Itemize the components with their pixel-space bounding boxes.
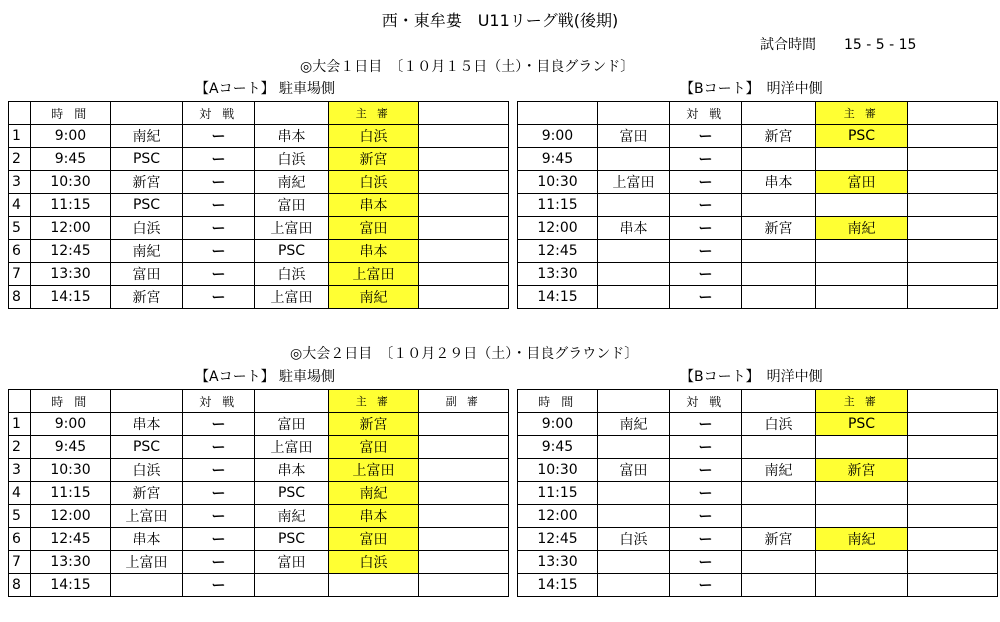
referee: 南紀 xyxy=(329,482,419,505)
extra-cell xyxy=(908,125,998,148)
no-header xyxy=(9,102,31,125)
referee: 富田 xyxy=(816,171,908,194)
away-team: 富田 xyxy=(255,551,329,574)
referee-header: 主 審 xyxy=(816,102,908,125)
match-time: 12:00 xyxy=(518,505,598,528)
referee: PSC xyxy=(816,413,908,436)
home-team: PSC xyxy=(111,194,183,217)
match-number: 6 xyxy=(9,528,31,551)
extra-cell xyxy=(908,148,998,171)
match-number: 4 xyxy=(9,482,31,505)
extra-cell xyxy=(908,505,998,528)
match-time: 12:00 xyxy=(31,217,111,240)
match-time: 14:15 xyxy=(31,574,111,597)
table-row xyxy=(518,286,998,309)
home-team xyxy=(598,148,670,171)
home-team xyxy=(598,551,670,574)
referee: 新宮 xyxy=(329,148,419,171)
home-header xyxy=(598,102,670,125)
home-team: 富田 xyxy=(111,263,183,286)
match-time: 11:15 xyxy=(518,194,598,217)
referee: 串本 xyxy=(329,240,419,263)
home-team: 白浜 xyxy=(111,217,183,240)
referee xyxy=(816,240,908,263)
court-a-title: 【Aコート】 駐車場側 xyxy=(195,369,336,385)
match-time: 9:45 xyxy=(518,436,598,459)
vs-dash: ー xyxy=(183,125,255,148)
table-row xyxy=(518,482,998,505)
vs-header: 対 戦 xyxy=(670,102,742,125)
home-team: 白浜 xyxy=(111,459,183,482)
match-time: 9:45 xyxy=(31,436,111,459)
sub-referee xyxy=(419,459,509,482)
match-time: 9:45 xyxy=(518,148,598,171)
home-team: 南紀 xyxy=(598,413,670,436)
extra-cell xyxy=(908,171,998,194)
away-team xyxy=(742,240,816,263)
referee: 南紀 xyxy=(816,217,908,240)
vs-dash: ー xyxy=(183,528,255,551)
home-team: 串本 xyxy=(598,217,670,240)
section-heading: ◎大会２日目 〔１０月２９日（土）・目良グラウンド〕 xyxy=(290,346,639,362)
sub-referee-header xyxy=(419,102,509,125)
court-b-table xyxy=(517,101,998,309)
table-row xyxy=(518,148,998,171)
referee xyxy=(816,148,908,171)
vs-dash: ー xyxy=(670,459,742,482)
away-team: 新宮 xyxy=(742,217,816,240)
referee: 白浜 xyxy=(329,125,419,148)
header-row xyxy=(518,390,998,413)
away-header xyxy=(742,390,816,413)
sub-referee xyxy=(419,413,509,436)
match-time: 14:15 xyxy=(31,286,111,309)
vs-dash: ー xyxy=(670,436,742,459)
referee: 南紀 xyxy=(329,286,419,309)
sub-referee xyxy=(419,528,509,551)
vs-dash: ー xyxy=(183,286,255,309)
home-team xyxy=(598,505,670,528)
court-b-table xyxy=(517,389,998,597)
vs-dash: ー xyxy=(183,263,255,286)
referee: 串本 xyxy=(329,194,419,217)
vs-header: 対 戦 xyxy=(670,390,742,413)
away-header xyxy=(255,102,329,125)
vs-dash: ー xyxy=(183,505,255,528)
away-team xyxy=(255,574,329,597)
match-number: 3 xyxy=(9,171,31,194)
match-time: 9:45 xyxy=(31,148,111,171)
extra-cell xyxy=(908,240,998,263)
away-team xyxy=(742,286,816,309)
match-time: 10:30 xyxy=(31,171,111,194)
match-time: 9:00 xyxy=(31,125,111,148)
match-time: 13:30 xyxy=(31,551,111,574)
court-b-title: 【Bコート】 明洋中側 xyxy=(680,81,823,97)
sub-referee xyxy=(419,436,509,459)
home-team: 富田 xyxy=(598,125,670,148)
home-team: PSC xyxy=(111,148,183,171)
match-time: 13:30 xyxy=(518,551,598,574)
sub-referee xyxy=(419,148,509,171)
table-row xyxy=(518,436,998,459)
sub-referee xyxy=(419,125,509,148)
referee: 富田 xyxy=(329,436,419,459)
table-row xyxy=(518,574,998,597)
home-team: 上富田 xyxy=(598,171,670,194)
vs-dash: ー xyxy=(183,171,255,194)
extra-cell xyxy=(908,574,998,597)
match-number: 3 xyxy=(9,459,31,482)
sub-referee xyxy=(419,217,509,240)
extra-cell xyxy=(908,263,998,286)
match-time: 11:15 xyxy=(518,482,598,505)
away-team: 串本 xyxy=(255,125,329,148)
court-a-table xyxy=(8,101,509,309)
court-a-table xyxy=(8,389,509,597)
away-team xyxy=(742,263,816,286)
table-row xyxy=(9,148,509,171)
referee-header: 主 審 xyxy=(329,390,419,413)
extra-cell xyxy=(908,286,998,309)
sub-referee xyxy=(419,574,509,597)
table-row xyxy=(9,436,509,459)
away-team: 上富田 xyxy=(255,217,329,240)
court-b-title: 【Bコート】 明洋中側 xyxy=(680,369,823,385)
referee xyxy=(329,574,419,597)
home-header xyxy=(598,390,670,413)
table-row xyxy=(9,217,509,240)
vs-dash: ー xyxy=(183,148,255,171)
away-team xyxy=(742,148,816,171)
vs-dash: ー xyxy=(183,194,255,217)
home-team: 串本 xyxy=(111,413,183,436)
match-time-label: 試合時間 xyxy=(760,37,816,53)
extra-cell xyxy=(908,528,998,551)
referee: 富田 xyxy=(329,217,419,240)
away-header xyxy=(742,102,816,125)
table-row xyxy=(9,505,509,528)
away-team xyxy=(742,551,816,574)
away-team: 串本 xyxy=(255,459,329,482)
extra-cell xyxy=(908,413,998,436)
home-team xyxy=(111,574,183,597)
away-team: 白浜 xyxy=(255,263,329,286)
sub-referee xyxy=(419,194,509,217)
match-time: 10:30 xyxy=(518,459,598,482)
away-team: PSC xyxy=(255,240,329,263)
sub-referee xyxy=(419,482,509,505)
vs-dash: ー xyxy=(670,194,742,217)
away-team: 上富田 xyxy=(255,436,329,459)
referee: 白浜 xyxy=(329,551,419,574)
vs-dash: ー xyxy=(183,459,255,482)
referee: 南紀 xyxy=(816,528,908,551)
away-team: 南紀 xyxy=(742,459,816,482)
page-title: 西・東牟婁 U11リーグ戦(後期) xyxy=(381,11,619,30)
referee: 白浜 xyxy=(329,171,419,194)
match-time: 10:30 xyxy=(31,459,111,482)
away-team: 南紀 xyxy=(255,171,329,194)
vs-dash: ー xyxy=(183,482,255,505)
vs-dash: ー xyxy=(670,217,742,240)
table-row xyxy=(518,459,998,482)
vs-header: 対 戦 xyxy=(183,390,255,413)
referee xyxy=(816,551,908,574)
match-time: 12:45 xyxy=(518,240,598,263)
table-row xyxy=(9,240,509,263)
sub-referee xyxy=(419,263,509,286)
match-number: 1 xyxy=(9,125,31,148)
home-team xyxy=(598,574,670,597)
vs-dash: ー xyxy=(670,482,742,505)
table-row xyxy=(518,171,998,194)
away-team: PSC xyxy=(255,528,329,551)
away-team xyxy=(742,482,816,505)
match-number: 8 xyxy=(9,286,31,309)
referee: 新宮 xyxy=(816,459,908,482)
match-time: 12:45 xyxy=(31,240,111,263)
away-team: 上富田 xyxy=(255,286,329,309)
vs-dash: ー xyxy=(183,551,255,574)
referee xyxy=(816,436,908,459)
header-row xyxy=(518,102,998,125)
referee-header: 主 審 xyxy=(329,102,419,125)
home-team: 南紀 xyxy=(111,125,183,148)
referee xyxy=(816,482,908,505)
time-header: 時 間 xyxy=(31,102,111,125)
vs-dash: ー xyxy=(670,263,742,286)
referee: 新宮 xyxy=(329,413,419,436)
table-row xyxy=(9,482,509,505)
match-time: 12:45 xyxy=(518,528,598,551)
vs-header: 対 戦 xyxy=(183,102,255,125)
table-row xyxy=(518,194,998,217)
match-time: 13:30 xyxy=(518,263,598,286)
away-team: 白浜 xyxy=(742,413,816,436)
home-team: 上富田 xyxy=(111,551,183,574)
away-header xyxy=(255,390,329,413)
match-time: 12:45 xyxy=(31,528,111,551)
vs-dash: ー xyxy=(183,574,255,597)
home-header xyxy=(111,390,183,413)
table-row xyxy=(518,551,998,574)
vs-dash: ー xyxy=(670,125,742,148)
referee: 上富田 xyxy=(329,459,419,482)
home-team xyxy=(598,286,670,309)
sub-referee xyxy=(419,240,509,263)
table-row xyxy=(9,286,509,309)
table-row xyxy=(518,505,998,528)
match-number: 1 xyxy=(9,413,31,436)
home-team xyxy=(598,436,670,459)
referee: 上富田 xyxy=(329,263,419,286)
extra-cell xyxy=(908,217,998,240)
match-time-info xyxy=(760,34,916,54)
referee: PSC xyxy=(816,125,908,148)
header-row xyxy=(9,102,509,125)
home-team: 白浜 xyxy=(598,528,670,551)
match-time: 11:15 xyxy=(31,482,111,505)
referee xyxy=(816,574,908,597)
away-team xyxy=(742,436,816,459)
home-team: 串本 xyxy=(111,528,183,551)
match-number: 5 xyxy=(9,505,31,528)
table-row xyxy=(518,240,998,263)
vs-dash: ー xyxy=(183,436,255,459)
vs-dash: ー xyxy=(670,528,742,551)
away-team: 白浜 xyxy=(255,148,329,171)
time-header xyxy=(518,102,598,125)
match-time: 12:00 xyxy=(31,505,111,528)
match-number: 4 xyxy=(9,194,31,217)
sub-referee xyxy=(419,171,509,194)
table-row xyxy=(518,528,998,551)
home-header xyxy=(111,102,183,125)
match-time: 9:00 xyxy=(518,413,598,436)
extra-cell xyxy=(908,551,998,574)
away-team: 新宮 xyxy=(742,125,816,148)
match-time: 12:00 xyxy=(518,217,598,240)
away-team: 富田 xyxy=(255,413,329,436)
match-number: 5 xyxy=(9,217,31,240)
extra-cell xyxy=(908,459,998,482)
home-team xyxy=(598,263,670,286)
vs-dash: ー xyxy=(670,148,742,171)
match-time: 9:00 xyxy=(518,125,598,148)
vs-dash: ー xyxy=(670,505,742,528)
extra-header xyxy=(908,102,998,125)
away-team: 串本 xyxy=(742,171,816,194)
referee: 富田 xyxy=(329,528,419,551)
home-team xyxy=(598,194,670,217)
time-header: 時 間 xyxy=(31,390,111,413)
home-team: 富田 xyxy=(598,459,670,482)
vs-dash: ー xyxy=(183,413,255,436)
match-number: 7 xyxy=(9,263,31,286)
home-team: 上富田 xyxy=(111,505,183,528)
table-row xyxy=(518,263,998,286)
home-team: 南紀 xyxy=(111,240,183,263)
vs-dash: ー xyxy=(670,286,742,309)
match-number: 7 xyxy=(9,551,31,574)
court-a-title: 【Aコート】 駐車場側 xyxy=(195,81,336,97)
referee xyxy=(816,263,908,286)
table-row xyxy=(518,413,998,436)
referee: 串本 xyxy=(329,505,419,528)
extra-cell xyxy=(908,194,998,217)
referee xyxy=(816,286,908,309)
table-row xyxy=(9,528,509,551)
extra-cell xyxy=(908,482,998,505)
match-number: 2 xyxy=(9,436,31,459)
table-row xyxy=(9,574,509,597)
header-row xyxy=(9,390,509,413)
away-team: 新宮 xyxy=(742,528,816,551)
vs-dash: ー xyxy=(670,413,742,436)
table-row xyxy=(9,263,509,286)
match-time-value: 15 - 5 - 15 xyxy=(844,37,917,53)
vs-dash: ー xyxy=(670,171,742,194)
home-team: 新宮 xyxy=(111,482,183,505)
vs-dash: ー xyxy=(183,217,255,240)
sub-referee-header: 副 審 xyxy=(419,390,509,413)
vs-dash: ー xyxy=(183,240,255,263)
away-team: PSC xyxy=(255,482,329,505)
referee xyxy=(816,194,908,217)
match-time: 14:15 xyxy=(518,286,598,309)
section-heading: ◎大会１日目 〔１０月１５日（土）・目良グランド〕 xyxy=(300,59,635,75)
extra-cell xyxy=(908,436,998,459)
away-team xyxy=(742,194,816,217)
away-team xyxy=(742,505,816,528)
match-time: 9:00 xyxy=(31,413,111,436)
table-row xyxy=(9,171,509,194)
home-team xyxy=(598,482,670,505)
away-team: 南紀 xyxy=(255,505,329,528)
time-header: 時 間 xyxy=(518,390,598,413)
referee-header: 主 審 xyxy=(816,390,908,413)
extra-header xyxy=(908,390,998,413)
no-header xyxy=(9,390,31,413)
match-number: 6 xyxy=(9,240,31,263)
table-row xyxy=(9,413,509,436)
vs-dash: ー xyxy=(670,240,742,263)
sub-referee xyxy=(419,505,509,528)
table-row xyxy=(9,125,509,148)
home-team: PSC xyxy=(111,436,183,459)
table-row xyxy=(518,125,998,148)
away-team xyxy=(742,574,816,597)
away-team: 富田 xyxy=(255,194,329,217)
home-team: 新宮 xyxy=(111,286,183,309)
sub-referee xyxy=(419,286,509,309)
sub-referee xyxy=(419,551,509,574)
home-team: 新宮 xyxy=(111,171,183,194)
home-team xyxy=(598,240,670,263)
match-time: 10:30 xyxy=(518,171,598,194)
match-time: 11:15 xyxy=(31,194,111,217)
vs-dash: ー xyxy=(670,574,742,597)
match-time: 13:30 xyxy=(31,263,111,286)
vs-dash: ー xyxy=(670,551,742,574)
referee xyxy=(816,505,908,528)
table-row xyxy=(518,217,998,240)
table-row xyxy=(9,551,509,574)
match-number: 8 xyxy=(9,574,31,597)
table-row xyxy=(9,459,509,482)
match-number: 2 xyxy=(9,148,31,171)
table-row xyxy=(9,194,509,217)
match-time: 14:15 xyxy=(518,574,598,597)
